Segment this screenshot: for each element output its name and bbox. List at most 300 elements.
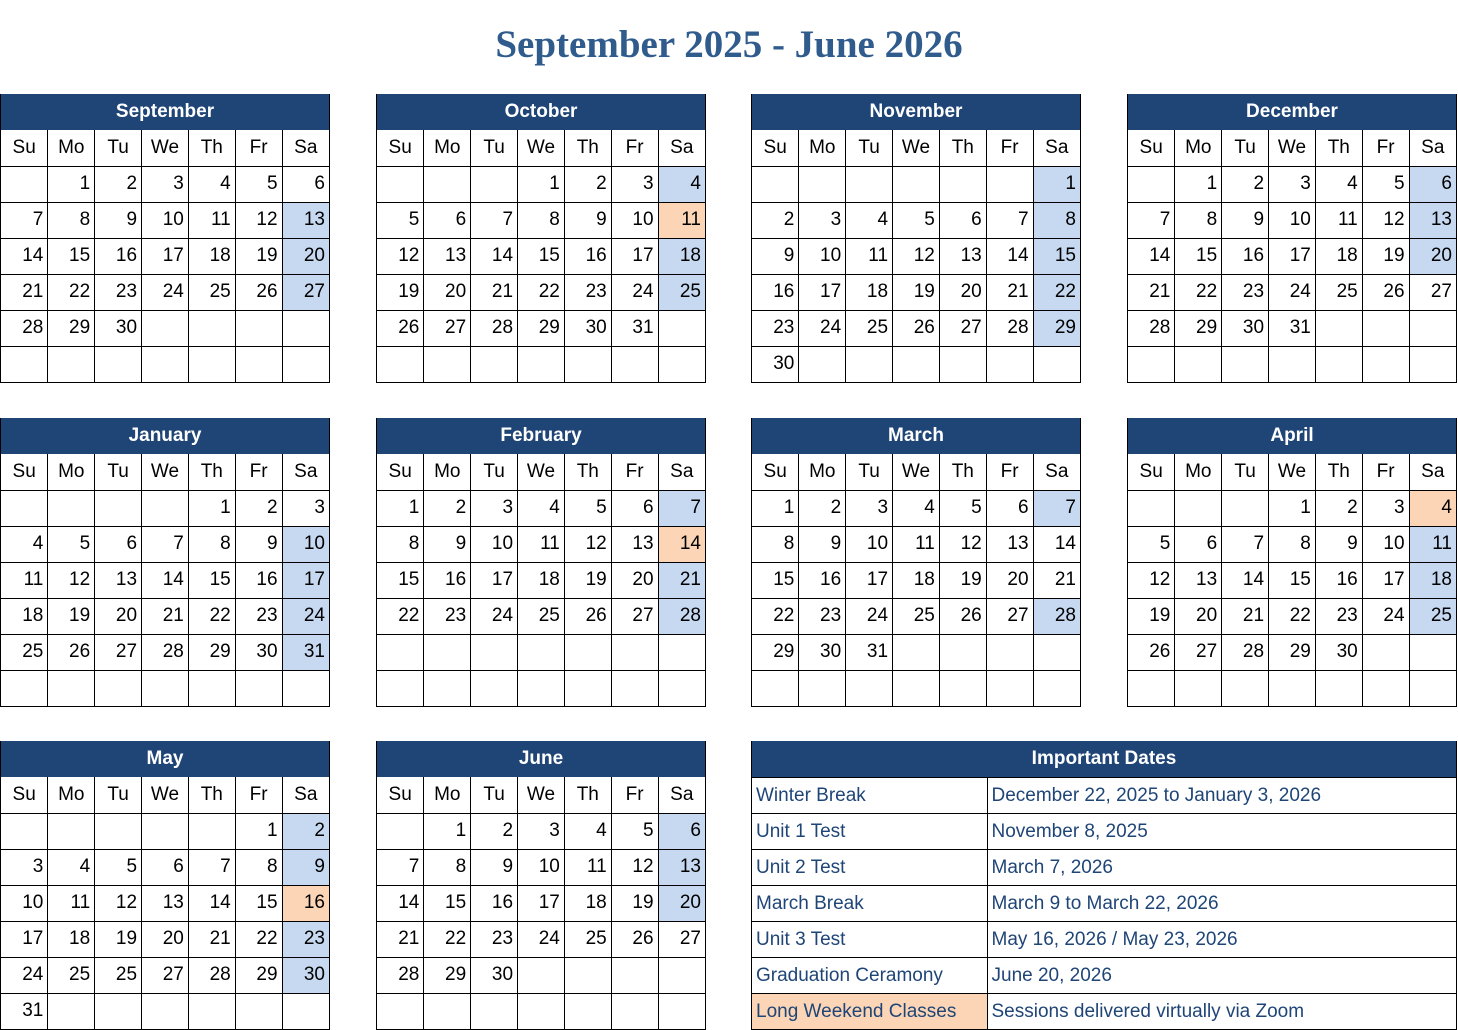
day-cell: 5 <box>564 490 611 526</box>
day-cell: 20 <box>939 274 986 310</box>
day-cell: 7 <box>188 849 235 885</box>
empty-cell <box>893 166 940 202</box>
day-cell: 10 <box>1 885 48 921</box>
empty-cell <box>986 634 1033 670</box>
day-cell: 27 <box>658 921 705 957</box>
day-cell: 13 <box>939 238 986 274</box>
day-cell: 12 <box>1128 562 1175 598</box>
day-cell: 2 <box>282 813 329 849</box>
day-cell: 26 <box>1362 274 1409 310</box>
day-cell: 22 <box>752 598 799 634</box>
day-cell: 8 <box>424 849 471 885</box>
day-cell: 4 <box>1409 490 1456 526</box>
important-date-row <box>752 922 1456 958</box>
empty-cell <box>986 670 1033 706</box>
weekday-label: Mo <box>424 130 471 166</box>
empty-cell <box>424 993 471 1029</box>
weekday-label: Mo <box>48 454 95 490</box>
day-cell: 7 <box>377 849 424 885</box>
day-cell: 18 <box>188 238 235 274</box>
month-name: October <box>377 94 705 130</box>
day-cell: 4 <box>1315 166 1362 202</box>
empty-cell <box>424 634 471 670</box>
weekday-label: Sa <box>1033 130 1080 166</box>
week-row <box>752 562 1080 598</box>
day-cell: 21 <box>377 921 424 957</box>
day-cell: 19 <box>48 598 95 634</box>
week-row <box>377 274 705 310</box>
empty-cell <box>518 670 565 706</box>
day-cell: 12 <box>48 562 95 598</box>
day-cell: 26 <box>1128 634 1175 670</box>
empty-cell <box>846 346 893 382</box>
day-cell: 24 <box>611 274 658 310</box>
day-cell: 1 <box>752 490 799 526</box>
day-cell: 12 <box>95 885 142 921</box>
day-cell: 20 <box>986 562 1033 598</box>
day-cell: 15 <box>1269 562 1316 598</box>
weekday-label: Fr <box>986 130 1033 166</box>
day-cell: 6 <box>611 490 658 526</box>
empty-cell <box>846 166 893 202</box>
weekday-label: Mo <box>424 454 471 490</box>
weekday-label: Th <box>564 454 611 490</box>
day-cell: 9 <box>471 849 518 885</box>
day-cell: 30 <box>282 957 329 993</box>
day-cell: 13 <box>282 202 329 238</box>
day-cell: 22 <box>188 598 235 634</box>
day-cell: 28 <box>142 634 189 670</box>
day-cell: 8 <box>377 526 424 562</box>
weekday-label: We <box>518 454 565 490</box>
day-cell: 30 <box>564 310 611 346</box>
day-cell: 29 <box>518 310 565 346</box>
day-cell: 28 <box>1222 634 1269 670</box>
month-table <box>1 777 329 1030</box>
empty-cell <box>1033 634 1080 670</box>
empty-cell <box>377 813 424 849</box>
month-may <box>0 741 330 1030</box>
day-cell: 29 <box>188 634 235 670</box>
weekday-label: Fr <box>1362 130 1409 166</box>
weekday-label: Th <box>1315 454 1362 490</box>
weekday-label: We <box>893 454 940 490</box>
day-cell: 24 <box>799 310 846 346</box>
day-cell: 13 <box>611 526 658 562</box>
day-cell: 24 <box>471 598 518 634</box>
week-row <box>1 490 329 526</box>
day-cell: 8 <box>1269 526 1316 562</box>
day-cell: 17 <box>611 238 658 274</box>
weekday-label: Su <box>752 454 799 490</box>
empty-cell <box>564 957 611 993</box>
day-cell: 17 <box>1 921 48 957</box>
weekday-label: Tu <box>95 454 142 490</box>
week-row <box>1 526 329 562</box>
important-date-row <box>752 778 1456 814</box>
day-cell: 28 <box>377 957 424 993</box>
day-cell: 27 <box>282 274 329 310</box>
day-cell: 8 <box>1175 202 1222 238</box>
empty-cell <box>658 310 705 346</box>
day-cell: 21 <box>1033 562 1080 598</box>
empty-cell <box>518 957 565 993</box>
weekday-label: Th <box>564 130 611 166</box>
important-date-row <box>752 958 1456 994</box>
event-label: Unit 3 Test <box>752 922 987 958</box>
page-title: September 2025 - June 2026 <box>495 23 963 66</box>
event-label: Unit 1 Test <box>752 814 987 850</box>
empty-cell <box>95 670 142 706</box>
empty-cell <box>188 813 235 849</box>
day-cell: 28 <box>658 598 705 634</box>
day-cell: 11 <box>48 885 95 921</box>
day-cell: 6 <box>142 849 189 885</box>
empty-cell <box>95 346 142 382</box>
week-row <box>1 166 329 202</box>
empty-cell <box>939 670 986 706</box>
week-row <box>377 849 705 885</box>
day-cell: 3 <box>1269 166 1316 202</box>
day-cell: 17 <box>471 562 518 598</box>
empty-cell <box>1222 490 1269 526</box>
day-cell: 26 <box>377 310 424 346</box>
day-cell: 13 <box>1409 202 1456 238</box>
day-cell: 25 <box>518 598 565 634</box>
day-cell: 23 <box>282 921 329 957</box>
empty-cell <box>518 634 565 670</box>
empty-cell <box>1409 346 1456 382</box>
week-row <box>1128 202 1456 238</box>
event-label: Long Weekend Classes <box>752 994 987 1030</box>
day-cell: 26 <box>611 921 658 957</box>
month-september <box>0 94 330 383</box>
empty-cell <box>846 670 893 706</box>
empty-cell <box>142 346 189 382</box>
day-cell: 25 <box>1315 274 1362 310</box>
empty-cell <box>282 310 329 346</box>
weekday-label: Mo <box>48 777 95 813</box>
day-cell: 8 <box>188 526 235 562</box>
day-cell: 9 <box>95 202 142 238</box>
day-cell: 19 <box>893 274 940 310</box>
day-cell: 3 <box>142 166 189 202</box>
empty-cell <box>1362 634 1409 670</box>
week-row <box>377 885 705 921</box>
week-row <box>377 598 705 634</box>
day-cell: 13 <box>658 849 705 885</box>
day-cell: 23 <box>564 274 611 310</box>
week-row <box>1 921 329 957</box>
week-row <box>752 634 1080 670</box>
day-cell: 16 <box>564 238 611 274</box>
empty-cell <box>48 813 95 849</box>
day-cell: 5 <box>893 202 940 238</box>
empty-cell <box>752 670 799 706</box>
empty-cell <box>1 166 48 202</box>
day-cell: 11 <box>518 526 565 562</box>
empty-cell <box>377 993 424 1029</box>
day-cell: 16 <box>752 274 799 310</box>
day-cell: 22 <box>377 598 424 634</box>
day-cell: 19 <box>95 921 142 957</box>
day-cell: 15 <box>752 562 799 598</box>
empty-cell <box>1409 310 1456 346</box>
day-cell: 22 <box>1175 274 1222 310</box>
day-cell: 10 <box>142 202 189 238</box>
week-row <box>1 310 329 346</box>
day-cell: 1 <box>1033 166 1080 202</box>
event-date: November 8, 2025 <box>987 814 1456 850</box>
day-cell: 21 <box>142 598 189 634</box>
empty-cell <box>1409 634 1456 670</box>
day-cell: 17 <box>282 562 329 598</box>
day-cell: 15 <box>48 238 95 274</box>
week-row <box>752 310 1080 346</box>
day-cell: 19 <box>1128 598 1175 634</box>
day-cell: 25 <box>846 310 893 346</box>
empty-cell <box>799 346 846 382</box>
empty-cell <box>1315 346 1362 382</box>
weekday-label: Su <box>1128 454 1175 490</box>
day-cell: 4 <box>846 202 893 238</box>
day-cell: 23 <box>799 598 846 634</box>
empty-cell <box>48 670 95 706</box>
day-cell: 2 <box>235 490 282 526</box>
weekday-label: Th <box>939 130 986 166</box>
day-cell: 24 <box>518 921 565 957</box>
empty-cell <box>235 346 282 382</box>
month-name: February <box>377 418 705 454</box>
empty-cell <box>986 346 1033 382</box>
day-cell: 7 <box>471 202 518 238</box>
day-cell: 4 <box>564 813 611 849</box>
event-label: March Break <box>752 886 987 922</box>
day-cell: 14 <box>1 238 48 274</box>
day-cell: 31 <box>846 634 893 670</box>
empty-cell <box>282 346 329 382</box>
week-row <box>1 670 329 706</box>
empty-cell <box>377 670 424 706</box>
event-label: Winter Break <box>752 778 987 814</box>
day-cell: 16 <box>235 562 282 598</box>
day-cell: 21 <box>986 274 1033 310</box>
day-cell: 14 <box>1033 526 1080 562</box>
empty-cell <box>142 993 189 1029</box>
day-cell: 23 <box>1222 274 1269 310</box>
day-cell: 2 <box>1315 490 1362 526</box>
day-cell: 4 <box>518 490 565 526</box>
day-cell: 11 <box>1409 526 1456 562</box>
day-cell: 10 <box>799 238 846 274</box>
day-cell: 12 <box>235 202 282 238</box>
day-cell: 7 <box>1222 526 1269 562</box>
day-cell: 29 <box>1175 310 1222 346</box>
day-cell: 1 <box>188 490 235 526</box>
weekday-label: We <box>893 130 940 166</box>
day-cell: 3 <box>1 849 48 885</box>
empty-cell <box>1362 670 1409 706</box>
weekday-label: Fr <box>235 454 282 490</box>
week-row <box>1128 562 1456 598</box>
empty-cell <box>658 346 705 382</box>
day-cell: 23 <box>95 274 142 310</box>
day-cell: 25 <box>658 274 705 310</box>
day-cell: 12 <box>564 526 611 562</box>
weekday-label: Su <box>1 777 48 813</box>
day-cell: 11 <box>1 562 48 598</box>
week-row <box>1 202 329 238</box>
week-row <box>1128 274 1456 310</box>
day-cell: 7 <box>1 202 48 238</box>
day-cell: 30 <box>95 310 142 346</box>
day-cell: 26 <box>48 634 95 670</box>
empty-cell <box>1222 346 1269 382</box>
empty-cell <box>658 957 705 993</box>
day-cell: 13 <box>95 562 142 598</box>
empty-cell <box>1128 490 1175 526</box>
empty-cell <box>1269 670 1316 706</box>
weekday-label: Tu <box>846 454 893 490</box>
empty-cell <box>471 670 518 706</box>
day-cell: 3 <box>518 813 565 849</box>
week-row <box>1128 166 1456 202</box>
important-date-row <box>752 886 1456 922</box>
day-cell: 28 <box>471 310 518 346</box>
day-cell: 19 <box>611 885 658 921</box>
day-cell: 20 <box>658 885 705 921</box>
week-row <box>752 670 1080 706</box>
empty-cell <box>188 310 235 346</box>
weekday-label: Su <box>377 130 424 166</box>
empty-cell <box>471 166 518 202</box>
empty-cell <box>1033 346 1080 382</box>
weekday-label: Th <box>1315 130 1362 166</box>
month-name: May <box>1 741 329 777</box>
empty-cell <box>752 166 799 202</box>
empty-cell <box>1175 346 1222 382</box>
weekday-label: We <box>142 777 189 813</box>
day-cell: 3 <box>846 490 893 526</box>
weekday-label: Fr <box>611 454 658 490</box>
empty-cell <box>1128 346 1175 382</box>
week-row <box>377 202 705 238</box>
week-row <box>1 238 329 274</box>
day-cell: 22 <box>48 274 95 310</box>
week-row <box>1 562 329 598</box>
empty-cell <box>142 670 189 706</box>
week-row <box>752 346 1080 382</box>
weekday-label: We <box>1269 130 1316 166</box>
week-row <box>377 813 705 849</box>
day-cell: 4 <box>893 490 940 526</box>
day-cell: 13 <box>424 238 471 274</box>
month-name: June <box>377 741 705 777</box>
day-cell: 5 <box>939 490 986 526</box>
week-row <box>377 921 705 957</box>
day-cell: 23 <box>424 598 471 634</box>
day-cell: 30 <box>1222 310 1269 346</box>
weekday-label: Sa <box>658 130 705 166</box>
empty-cell <box>95 813 142 849</box>
week-row <box>1128 346 1456 382</box>
day-cell: 27 <box>95 634 142 670</box>
event-date: May 16, 2026 / May 23, 2026 <box>987 922 1456 958</box>
week-row <box>1 274 329 310</box>
day-cell: 18 <box>893 562 940 598</box>
empty-cell <box>1409 670 1456 706</box>
day-cell: 31 <box>282 634 329 670</box>
day-cell: 20 <box>611 562 658 598</box>
week-row <box>752 238 1080 274</box>
day-cell: 6 <box>658 813 705 849</box>
day-cell: 9 <box>799 526 846 562</box>
week-row <box>1 885 329 921</box>
day-cell: 28 <box>986 310 1033 346</box>
day-cell: 9 <box>235 526 282 562</box>
week-row <box>1 598 329 634</box>
month-table <box>377 130 705 383</box>
weekday-label: Su <box>1128 130 1175 166</box>
day-cell: 3 <box>471 490 518 526</box>
day-cell: 12 <box>611 849 658 885</box>
day-cell: 18 <box>846 274 893 310</box>
month-name: March <box>752 418 1080 454</box>
day-cell: 18 <box>48 921 95 957</box>
week-row <box>1128 526 1456 562</box>
day-cell: 27 <box>1409 274 1456 310</box>
weekday-label: Fr <box>235 777 282 813</box>
empty-cell <box>1128 670 1175 706</box>
day-cell: 22 <box>235 921 282 957</box>
event-date: Sessions delivered virtually via Zoom <box>987 994 1456 1030</box>
day-cell: 21 <box>1128 274 1175 310</box>
week-row <box>1128 238 1456 274</box>
day-cell: 10 <box>518 849 565 885</box>
day-cell: 7 <box>986 202 1033 238</box>
day-cell: 10 <box>611 202 658 238</box>
day-cell: 20 <box>95 598 142 634</box>
day-cell: 24 <box>1269 274 1316 310</box>
day-cell: 14 <box>188 885 235 921</box>
day-cell: 24 <box>1362 598 1409 634</box>
weekday-label: Tu <box>95 130 142 166</box>
empty-cell <box>1269 346 1316 382</box>
day-cell: 10 <box>1362 526 1409 562</box>
event-date: March 7, 2026 <box>987 850 1456 886</box>
empty-cell <box>564 346 611 382</box>
empty-cell <box>377 346 424 382</box>
day-cell: 11 <box>846 238 893 274</box>
day-cell: 28 <box>1128 310 1175 346</box>
day-cell: 1 <box>235 813 282 849</box>
day-cell: 25 <box>95 957 142 993</box>
day-cell: 27 <box>611 598 658 634</box>
week-row <box>377 957 705 993</box>
day-cell: 5 <box>235 166 282 202</box>
day-cell: 9 <box>424 526 471 562</box>
weekday-label: Mo <box>1175 130 1222 166</box>
empty-cell <box>518 993 565 1029</box>
day-cell: 7 <box>658 490 705 526</box>
day-cell: 24 <box>282 598 329 634</box>
day-cell: 3 <box>282 490 329 526</box>
day-cell: 11 <box>564 849 611 885</box>
day-cell: 11 <box>1315 202 1362 238</box>
empty-cell <box>893 634 940 670</box>
day-cell: 23 <box>752 310 799 346</box>
empty-cell <box>564 993 611 1029</box>
